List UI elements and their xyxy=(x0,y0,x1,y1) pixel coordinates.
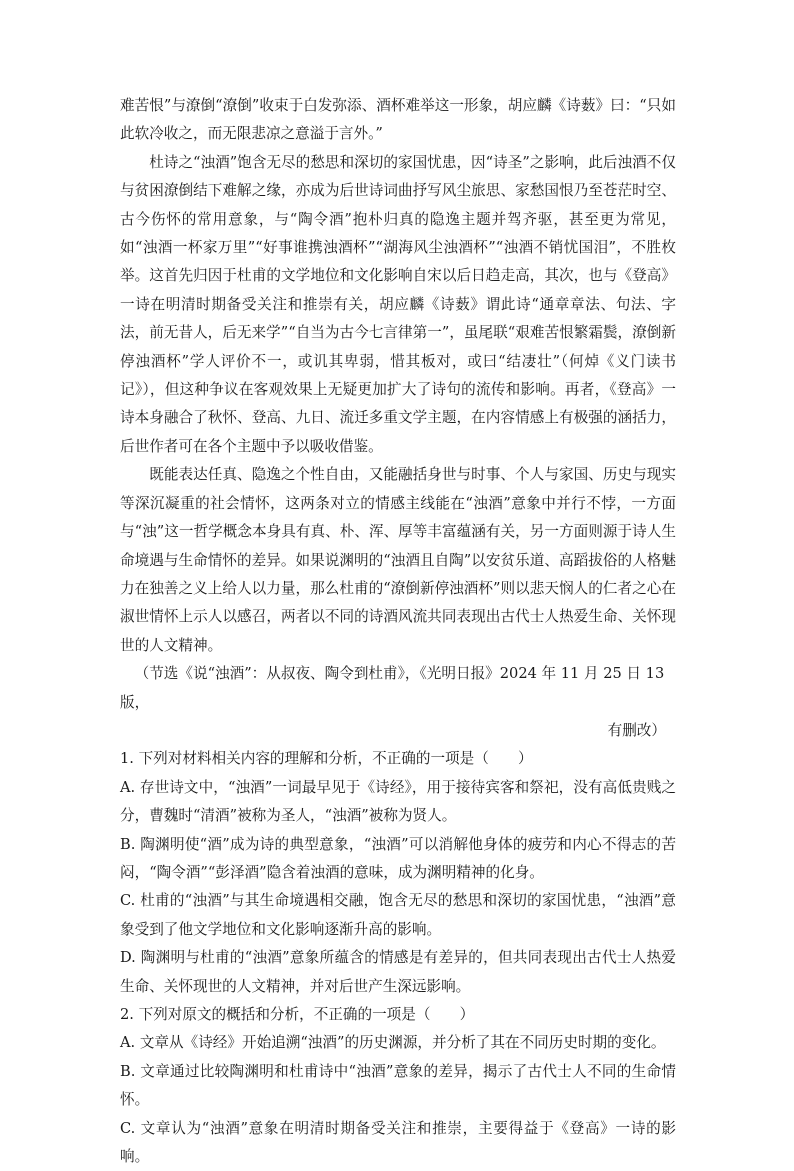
article-paragraph-3: 既能表达任真、隐逸之个性自由，又能融括身世与时事、个人与家国、历史与现实等深沉凝重的社会情怀，这两条对立的情感主线能在“浊酒”意象中并行不悖，一方面与“浊”这一哲学概念本身具有真、朴、浑、厚等丰富蕴涵有关，另一方面则源于诗人生命境遇与生命情怀的差异。如果说渊明的“浊酒且自陶”以安贫乐道、高蹈拔俗的人格魅力在独善之义上给人以力量，那么杜甫的“潦倒新停浊酒杯”则以悲天悯人的仁者之心在淑世情怀上示人以感召，两者以不同的诗酒风流共同表现出古代士人热爱生命、关怀现世的人文精神。 xyxy=(120,466,676,654)
question-1-option-d: D. 陶渊明与杜甫的“浊酒”意象所蕴含的情感是有差异的，但共同表现出古代士人热爱生命、关怀现世的人文精神，并对后世产生深远影响。 xyxy=(120,949,676,995)
question-2-option-c: C. 文章认为“浊酒”意象在明清时期备受关注和推崇，主要得益于《登高》一诗的影响。 xyxy=(120,1119,676,1166)
question-1-stem: 1. 下列对材料相关内容的理解和分析，不正确的一项是（ ） xyxy=(120,750,533,768)
question-1-option-b: B. 陶渊明使“酒”成为诗的典型意象，“浊酒”可以消解他身体的疲劳和内心不得志的苦闷，“陶令酒”“彭泽酒”隐含着浊酒的意味，成为渊明精神的化身。 xyxy=(120,835,676,881)
question-1-option-c: C. 杜甫的“浊酒”与其生命境遇相交融，饱含无尽的愁思和深切的家国忧患，“浊酒”意象受到了他文学地位和文化影响逐渐升高的影响。 xyxy=(120,892,676,938)
question-1-option-a: A. 存世诗文中，“浊酒”一词最早见于《诗经》，用于接待宾客和祭祀，没有高低贵贱之分，曹魏时“清酒”被称为圣人，“浊酒”被称为贤人。 xyxy=(120,778,676,825)
article-paragraph-2: 杜诗之“浊酒”饱含无尽的愁思和深切的家国忧患，因“诗圣”之影响，此后浊酒不仅与贫困潦倒结下难解之缘，亦成为后世诗词曲抒写风尘旅思、家愁国恨乃至苍茫时空、古今伤怀的常用意象，与“陶令酒”抱朴归真的隐逸主题并驾齐驱，甚至更为常见，如“浊酒一杯家万里”“好事谁携浊酒杯”“湖海风尘浊酒杯”“浊酒不销忧国泪”，不胜枚举。这首先归因于杜甫的文学地位和文化影响自宋以后日趋走高，其次，也与《登高》一诗在明清时期备受关注和推崇有关，胡应麟《诗薮》谓此诗“通章章法、句法、字法，前无昔人，后无来学”“自当为古今七言律第一”，虽尾联“艰难苦恨繁霜鬓，潦倒新停浊酒杯”学人评价不一，或讥其卑弱，惜其板对，或曰“结凄壮”（何焯《义门读书记》），但这种争议在客观效果上无疑更加扩大了诗句的流传和影响。再者，《登高》一诗本身融合了秋怀、登高、九日、流迁多重文学主题，在内容情感上有极强的涵括力，后世作者可在各个主题中予以吸收借鉴。 xyxy=(120,153,676,455)
source-citation-end: 有删改） xyxy=(607,721,666,739)
document-page xyxy=(120,92,676,1171)
source-citation: （节选《说“浊酒”：从叔夜、陶令到杜甫》，《光明日报》2024 年 11 月 25 日 13 版， xyxy=(120,665,665,711)
question-2-option-b: B. 文章通过比较陶渊明和杜甫诗中“浊酒”意象的差异，揭示了古代士人不同的生命情怀。 xyxy=(120,1062,676,1109)
question-2-option-a: A. 文章从《诗经》开始追溯“浊酒”的历史渊源，并分析了其在不同历史时期的变化。 xyxy=(120,1034,666,1052)
article-paragraph-1: 难苦恨”与潦倒“潦倒”收束于白发弥添、酒杯难举这一形象，胡应麟《诗薮》曰：“只如此软冷收之，而无限悲凉之意溢于言外。” xyxy=(120,97,676,143)
question-2-stem: 2. 下列对原文的概括和分析，不正确的一项是（ ） xyxy=(120,1006,475,1023)
